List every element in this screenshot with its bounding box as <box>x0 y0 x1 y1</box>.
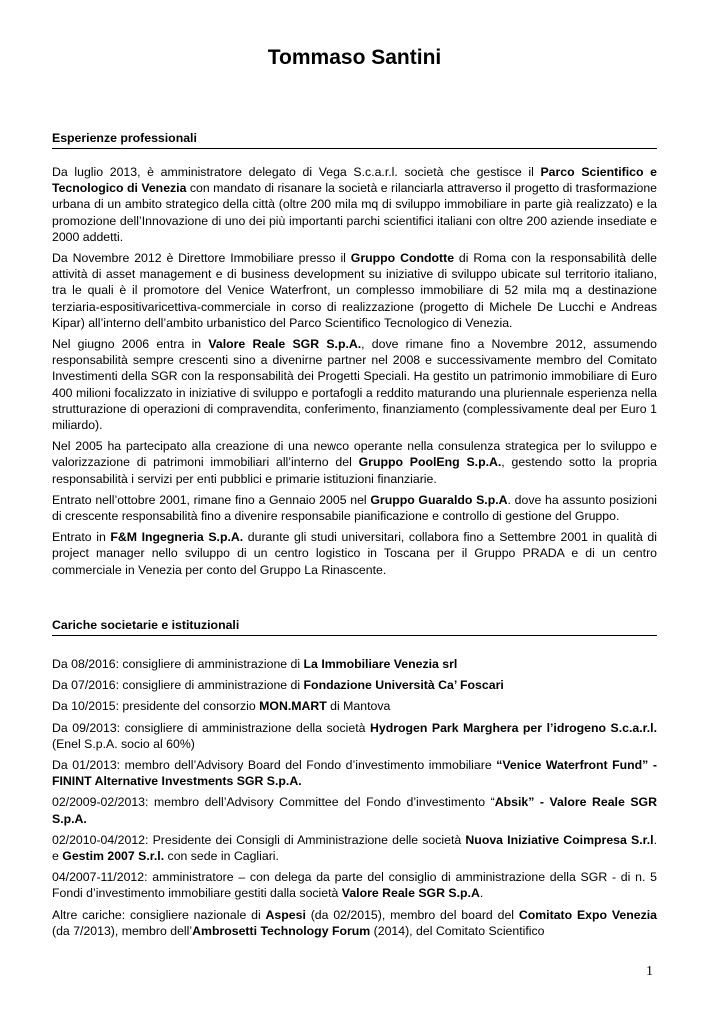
text-run: , dove rimane fino a Novembre 2012, assumendo responsabilità sempre crescenti sino a divenirne partner nel 2008 e successivamente membro del Comitato Investimenti della SGR con la responsabilità dei Progetti Speciali. Ha gestito un patrimonio immobiliare di Euro 400 milioni focalizzato in iniziative di sviluppo e portafogli a reddito maturando una pluriennale esperienza nella strutturazione di operazioni di compravendita, conferimento, finanziamento (complessivamente deal per Euro 1 miliardo). <box>52 337 657 433</box>
text-run: Da 09/2013: consigliere di amministrazione della società <box>52 720 370 735</box>
text-run: (Enel S.p.A. socio al 60%) <box>52 736 195 751</box>
text-run: Da 08/2016: consigliere di amministrazione di <box>52 657 304 671</box>
bold-text: Gestim 2007 S.r.l. <box>62 849 165 864</box>
text-run: con sede in Cagliari. <box>164 849 279 864</box>
text-run: (da 02/2015), membro del board del <box>305 907 519 922</box>
experience-paragraph <box>52 250 657 331</box>
experience-paragraph <box>52 438 657 487</box>
text-run: . dove ha assunto posizioni di crescente responsabilità fino a divenire responsabile pianificazione e controllo di gestione del Gruppo. <box>52 492 658 524</box>
text-run: , gestendo sotto la propria responsabilità i servizi per enti pubblici e primarie istituzioni finanziarie. <box>52 455 657 486</box>
text-run: Da 01/2013: membro dell’Advisory Board del Fondo d’investimento immobiliare <box>52 758 497 773</box>
experience-paragraph <box>52 529 657 578</box>
text-run: Nel giugno 2006 entra in <box>52 337 209 352</box>
bold-text: Absik” - Valore Reale SGR S.p.A. <box>52 795 657 826</box>
text-run: . <box>479 886 484 901</box>
positions-paragraph <box>52 869 657 901</box>
text-run: Altre cariche: consigliere nazionale di <box>52 907 266 922</box>
positions-paragraph <box>52 698 657 714</box>
bold-text: F&M Ingegneria S.p.A. <box>110 530 244 545</box>
positions-paragraph <box>52 677 657 693</box>
bold-text: Fondazione Università Ca’ Foscari <box>303 678 504 693</box>
bold-text: Gruppo Guaraldo S.p.A <box>370 492 508 507</box>
bold-text: Valore Reale SGR S.p.A. <box>208 337 362 352</box>
bold-text: Ambrosetti Technology Forum <box>192 923 371 938</box>
bold-text: La Immobiliare Venezia srl <box>303 657 458 671</box>
experience-paragraph <box>52 164 657 245</box>
text-run: . e <box>52 832 657 864</box>
positions-paragraph <box>52 832 657 864</box>
text-run: Entrato nell’ottobre 2001, rimane fino a Gennaio 2005 nel <box>52 492 371 507</box>
bold-text: Nuova Iniziative Coimpresa S.r.l <box>465 832 654 847</box>
experience-paragraph <box>52 492 657 524</box>
bold-text: Gruppo PoolEng S.p.A. <box>358 455 502 470</box>
text-run: con mandato di risanare la società e rilanciarla attraverso il progetto di trasformazione urbana di un ambito strategico della città (oltre 200 mila mq di sviluppo immobiliare in parte già realizzato) e la promozione dell’Innovazione di uno dei più importanti parchi scientifici italiani con oltre 200 aziende insediate e 2000 addetti. <box>52 181 657 244</box>
bold-text: Comitato Expo Venezia <box>518 907 657 922</box>
bold-text: Aspesi <box>265 907 306 922</box>
experience-block <box>52 164 657 583</box>
bold-text: Gruppo Condotte <box>350 251 455 266</box>
positions-paragraph <box>52 794 657 826</box>
bold-text: “Venice Waterfront Fund” - FININT Alternative Investments SGR S.p.A. <box>52 758 657 789</box>
text-run: Entrato in <box>52 530 111 545</box>
text-run: Da luglio 2013, è amministratore delegato di Vega S.c.a.r.l. società che gestisce il <box>52 165 541 179</box>
section-heading-experience: Esperienze professionali <box>52 130 657 149</box>
bold-text: MON.MART <box>259 699 327 714</box>
positions-paragraph <box>52 907 657 939</box>
text-run: 02/2010-04/2012: Presidente dei Consigli di Amministrazione delle società <box>52 832 466 847</box>
section-heading-positions: Cariche societarie e istituzionali <box>52 617 657 636</box>
text-run: 04/2007-11/2012: amministratore – con delega da parte del consiglio di amministrazione della SGR - di n. 5 Fondi d’investimento immobiliare gestiti dalla società <box>52 870 657 901</box>
positions-paragraph <box>52 720 657 752</box>
bold-text: Parco Scientifico e Tecnologico di Venezia <box>52 165 657 196</box>
text-run: Nel 2005 ha partecipato alla creazione di una newco operante nella consulenza strategica per lo sviluppo e valorizzazione di patrimoni immobiliari all’interno del <box>52 439 657 470</box>
page-number: 1 <box>646 964 653 979</box>
text-run: (2014), del Comitato Scientifico <box>370 923 545 938</box>
bold-text: Valore Reale SGR S.p.A <box>341 886 480 901</box>
text-run: di Roma con la responsabilità delle attività di asset management e di business development su iniziative di sviluppo ubicate sul territorio italiano, tra le quali è il promotore del Venice Waterfront, un complesso immobiliare di 52 mila mq a destinazione terziaria-espositivaricettiva-commerciale in corso di realizzazione (progetto di Michele De Lucchi e Andreas Kipar) all’interno dell’ambito urbanistico del Parco Scientifico Tecnologico di Venezia. <box>52 251 657 330</box>
text-run: di Mantova <box>326 699 391 714</box>
text-run: durante gli studi universitari, collabora fino a Settembre 2001 in qualità di project manager nello sviluppo di un centro logistico in Toscana per il Gruppo PRADA e di un centro commerciale in Venezia per conto del Gruppo La Rinascente. <box>52 530 657 577</box>
text-run: Da 07/2016: consigliere di amministrazione di <box>52 678 304 693</box>
text-run: Da Novembre 2012 è Direttore Immobiliare presso il <box>52 251 351 266</box>
text-run: Da 10/2015: presidente del consorzio <box>52 699 260 714</box>
page-title: Tommaso Santini <box>267 46 442 69</box>
experience-paragraph <box>52 336 657 433</box>
positions-paragraph <box>52 757 657 789</box>
positions-paragraph <box>52 656 657 672</box>
text-run: (da 7/2013), membro dell’ <box>52 923 193 938</box>
positions-block <box>52 656 657 944</box>
text-run: 02/2009-02/2013: membro dell’Advisory Committee del Fondo d’investimento “ <box>52 795 495 810</box>
bold-text: Hydrogen Park Marghera per l’idrogeno S.c.a.r.l. <box>369 720 657 735</box>
